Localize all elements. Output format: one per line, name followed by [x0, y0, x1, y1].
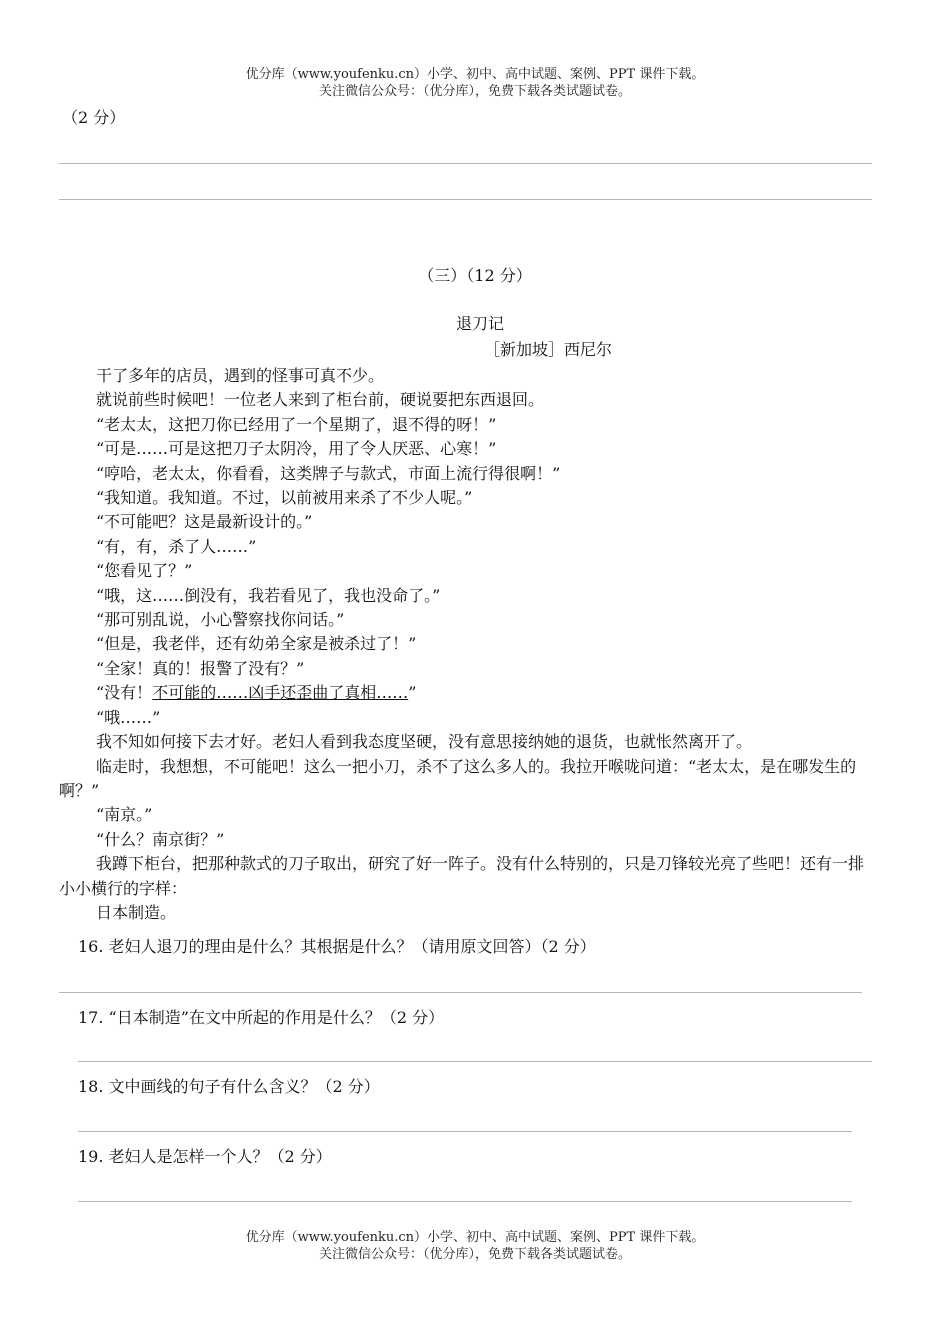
story-paragraph: “老太太，这把刀你已经用了一个星期了，退不得的呀！” — [96, 414, 497, 434]
answer-line — [59, 163, 872, 164]
story-paragraph: “可是……可是这把刀子太阴冷，用了令人厌恶、心寒！” — [96, 439, 497, 459]
footer-line-2: 关注微信公众号：（优分库），免费下载各类试题试卷。 — [318, 1247, 631, 1262]
page-header — [0, 66, 950, 100]
story-paragraph: 就说前些时候吧！一位老人来到了柜台前，硬说要把东西退回。 — [96, 390, 545, 410]
underlined-sentence-paragraph — [59, 681, 889, 705]
header-line-2: 关注微信公众号：（优分库），免费下载各类试题试卷。 — [318, 84, 631, 99]
answer-line[interactable] — [78, 1131, 852, 1132]
previous-question-score: （2 分） — [62, 108, 126, 127]
story-paragraph: 日本制造。 — [96, 902, 177, 922]
underlined-prefix: “没有！ — [96, 683, 153, 703]
story-paragraph: “不可能吧？这是最新设计的。” — [96, 512, 313, 532]
page-footer — [0, 1229, 950, 1263]
story-paragraph: “哦，这……倒没有，我若看见了，我也没命了。” — [96, 585, 441, 605]
answer-line — [59, 199, 872, 200]
story-paragraph: “哼哈，老太太，你看看，这类牌子与款式，市面上流行得很啊！” — [96, 463, 561, 483]
story-paragraph: 我不知如何接下去才好。老妇人看到我态度坚硬，没有意思接纳她的退货，也就怅然离开了。 — [96, 732, 753, 752]
underlined-suffix: ” — [408, 683, 417, 703]
story-paragraph: “全家！真的！报警了没有？” — [96, 658, 305, 678]
answer-line[interactable] — [78, 1061, 872, 1062]
question-16: 16. 老妇人退刀的理由是什么？其根据是什么？（请用原文回答）（2 分） — [78, 937, 596, 956]
section-title: （三）（12 分） — [418, 266, 532, 285]
story-paragraph: “什么？南京街？” — [96, 829, 225, 849]
story-paragraph: “有，有，杀了人……” — [96, 536, 257, 556]
story-paragraph: 临走时，我想想，不可能吧！这么一把小刀，杀不了这么多人的。我拉开喉咙问道：“老太太，是在哪发生的啊？” — [59, 756, 857, 800]
answer-line[interactable] — [78, 1201, 852, 1202]
story-paragraph: “那可别乱说，小心警察找你问话。” — [96, 610, 345, 630]
underlined-sentence: 不可能的……凶手还歪曲了真相…… — [152, 683, 409, 703]
story-paragraph: “您看见了？” — [96, 561, 193, 581]
story-body — [59, 364, 889, 925]
header-line-1: 优分库（www.youfenku.cn）小学、初中、高中试题、案例、PPT 课件下载。 — [245, 67, 705, 82]
answer-line[interactable] — [59, 992, 862, 993]
question-18: 18. 文中画线的句子有什么含义？（2 分） — [78, 1077, 380, 1096]
footer-line-1: 优分库（www.youfenku.cn）小学、初中、高中试题、案例、PPT 课件下载。 — [245, 1230, 705, 1245]
story-paragraph: “南京。” — [96, 805, 153, 825]
story-paragraph: 我蹲下柜台，把那种款式的刀子取出，研究了好一阵子。没有什么特别的，只是刀锋较光亮了些吧！还有一排小小横行的字样： — [59, 854, 865, 898]
story-title: 退刀记 — [456, 314, 505, 333]
story-paragraph: 干了多年的店员，遇到的怪事可真不少。 — [96, 366, 385, 385]
story-author: ［新加坡］西尼尔 — [484, 340, 613, 359]
story-paragraph: “我知道。我知道。不过，以前被用来杀了不少人呢。” — [96, 488, 473, 508]
question-17: 17. “日本制造”在文中所起的作用是什么？（2 分） — [78, 1008, 445, 1027]
story-paragraph: “但是，我老伴，还有幼弟全家是被杀过了！” — [96, 634, 417, 654]
question-19: 19. 老妇人是怎样一个人？（2 分） — [78, 1147, 332, 1166]
story-paragraph: “哦……” — [96, 707, 161, 727]
